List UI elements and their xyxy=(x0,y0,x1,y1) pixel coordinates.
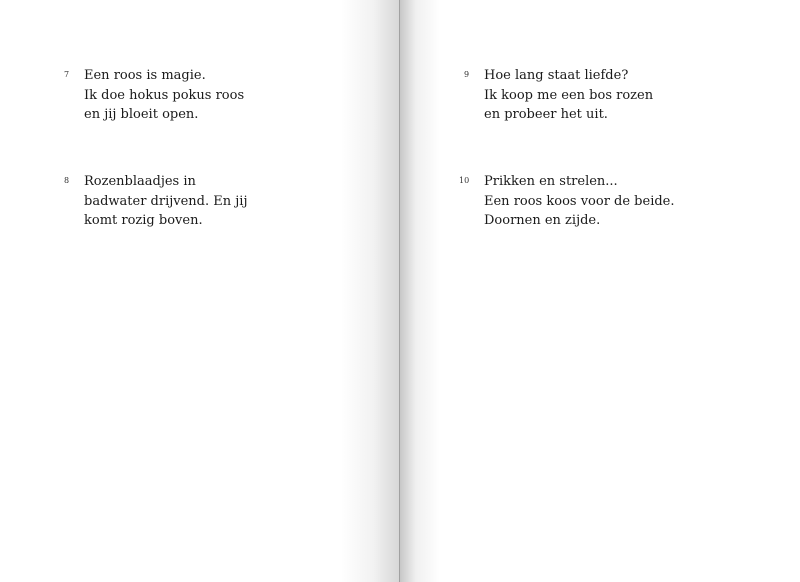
poem-line: Prikken en strelen... xyxy=(484,174,618,189)
poem-number: 10 xyxy=(459,176,470,185)
poem-line: Een roos is magie. xyxy=(84,68,206,83)
poem-line: Een roos koos voor de beide. xyxy=(484,193,675,209)
poem-line: Ik koop me een bos rozen xyxy=(484,87,654,103)
book-spine xyxy=(399,0,400,582)
poem-line: Doornen en zijde. xyxy=(484,213,601,228)
poem-line: Rozenblaadjes in xyxy=(84,174,196,189)
poem-line: en jij bloeit open. xyxy=(84,107,199,122)
poem-lines xyxy=(484,172,784,231)
poem-line: Ik doe hokus pokus roos xyxy=(84,87,245,103)
poem-lines xyxy=(84,172,384,231)
poem-lines xyxy=(484,66,784,125)
poem-line: Hoe lang staat liefde? xyxy=(484,68,629,83)
poem-lines xyxy=(84,66,384,125)
poem-number: 8 xyxy=(64,176,70,185)
gutter-shadow xyxy=(400,0,440,582)
poem-line: en probeer het uit. xyxy=(484,107,608,122)
poem-line: komt rozig boven. xyxy=(84,213,203,228)
poem-number: 9 xyxy=(464,70,470,79)
poem-number: 7 xyxy=(64,70,70,79)
poem-line: badwater drijvend. En jij xyxy=(84,193,248,209)
